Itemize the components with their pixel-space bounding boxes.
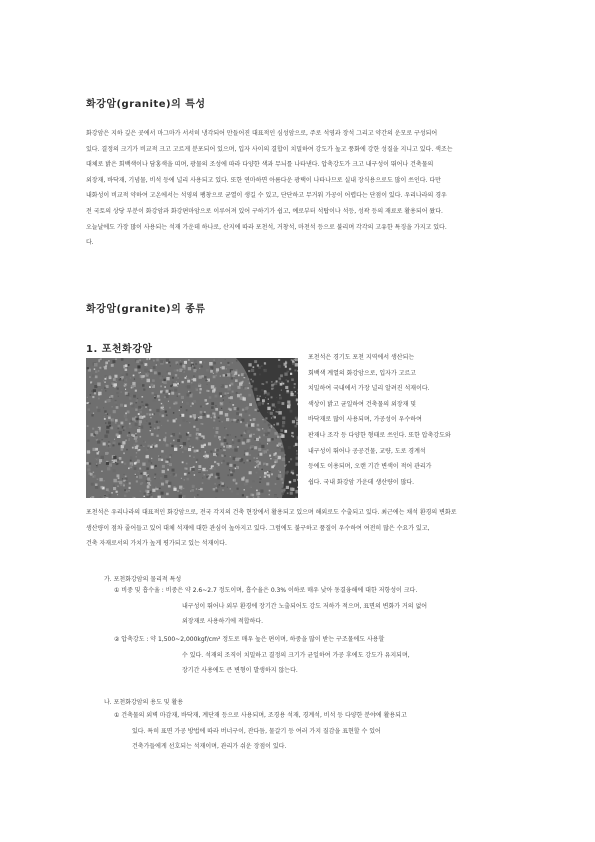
list-item-continuation: 내구성이 뛰어나 외부 환경에 장기간 노출되어도 강도 저하가 적으며, 표면의 변화가 거의 없어 [182,602,428,610]
properties-a-list [114,583,510,630]
list-item: ② 압축강도 : 약 1,500~2,000kgf/cm² 정도로 매우 높은 편이며, 하중을 많이 받는 구조물에도 사용할 [114,636,385,643]
section-heading-properties: 화강암(granite)의 특성 [86,99,206,110]
paragraph-line: 색상이 밝고 균일하여 건축물의 외장재 및 [308,400,417,408]
paragraph-line: 생산량이 점차 줄어들고 있어 대체 석재에 대한 관심이 높아지고 있다. 그럼에도 불구하고 품질이 우수하여 여전히 많은 수요가 있고, [86,524,430,532]
paragraph-line: 외장재, 바닥재, 기념물, 비석 등에 널리 사용되고 있다. 또한 연마하면 아름다운 광택이 나타나므로 실내 장식용으로도 많이 쓰인다. 다만 [86,176,441,184]
properties-a-title: 가. 포천화강암의 물리적 특성 [104,576,182,583]
section-heading-types: 화강암(granite)의 종류 [86,304,206,315]
properties-c-title: 나. 포천화강암의 용도 및 활용 [104,699,184,706]
paragraph-line: 다. [86,239,94,247]
paragraph-line: 대체로 밝은 회백색이나 담홍색을 띠며, 광물의 조성에 따라 다양한 색과 무늬를 나타낸다. 압축강도가 크고 내구성이 뛰어나 건축물의 [86,161,434,169]
list-item-continuation: 외장재로 사용하기에 적합하다. [182,618,264,626]
list-item: ① 비중 및 흡수율 : 비중은 약 2.6~2.7 정도이며, 흡수율은 0.3% 이하로 매우 낮아 동결융해에 대한 저항성이 크다. [114,587,418,594]
list-item-continuation: 장기간 사용에도 큰 변형이 발생하지 않는다. [182,667,298,675]
paragraph-line: 판재나 조각 등 다양한 형태로 쓰인다. 또한 압축강도와 [308,431,451,439]
paragraph-line: 회백색 계열의 화강암으로, 입자가 고르고 [308,369,417,377]
paragraph-line: 건축 자재로서의 가치가 높게 평가되고 있는 석재이다. [86,540,227,548]
subsection-heading-pocheon: 1. 포천화강암 [86,344,153,355]
paragraph-line: 포천석은 경기도 포천 지역에서 생산되는 [308,354,415,361]
pocheon-side-paragraph [308,350,510,490]
paragraph-line: 내구성이 뛰어나 공공건물, 교량, 도로 경계석 [308,447,426,455]
paragraph-line: 내화성이 비교적 약하여 고온에서는 석영의 팽창으로 균열이 생길 수 있고, 단단하고 무거워 가공이 어렵다는 단점이 있다. 우리나라의 경우 [86,192,447,200]
paragraph-line: 있다. 결정의 크기가 비교적 크고 고르게 분포되어 있으며, 입자 사이의 결합이 치밀하여 강도가 높고 풍화에 강한 성질을 지니고 있다. 색조는 [86,145,453,153]
list-item-continuation: 수 있다. 석재의 조직이 치밀하고 결정의 크기가 균일하여 가공 후에도 강도가 유지되며, [182,651,410,659]
paragraph-line: 쉽다. 국내 화강암 가운데 생산량이 많다. [308,478,415,486]
pocheon-full-paragraph [86,505,510,552]
list-item-continuation: 건축가들에게 선호되는 석재이며, 관리가 쉬운 장점이 있다. [132,743,287,751]
list-item-continuation: 있다. 특히 표면 가공 방법에 따라 버너구이, 잔다듬, 물갈기 등 여러 가지 질감을 표현할 수 있어 [132,727,381,735]
list-item: ① 건축물의 외벽 마감재, 바닥재, 계단재 등으로 사용되며, 조경용 석재, 경계석, 비석 등 다양한 분야에 활용되고 [114,712,407,719]
properties-paragraph [86,126,510,251]
paragraph-line: 바닥재로 많이 사용되며, 가공성이 우수하여 [308,416,422,424]
paragraph-line: 포천석은 우리나라의 대표적인 화강암으로, 전국 각지의 건축 현장에서 활용되고 있으며 해외로도 수출되고 있다. 최근에는 채석 환경의 변화로 [86,509,457,516]
paragraph-line: 치밀하여 국내에서 가장 널리 알려진 석재이다. [308,385,430,393]
granite-photo [86,358,298,498]
properties-c-list [114,708,510,755]
paragraph-line: 화강암은 지하 깊은 곳에서 마그마가 서서히 냉각되어 만들어진 대표적인 심성암으로, 주로 석영과 장석 그리고 약간의 운모로 구성되어 [86,130,438,137]
paragraph-line: 등에도 이용되며, 오랜 기간 변색이 적어 관리가 [308,463,432,471]
properties-b-list [114,632,510,679]
paragraph-line: 오늘날에도 가장 많이 사용되는 석재 가운데 하나로, 산지에 따라 포천석, 거창석, 마천석 등으로 불리며 각각의 고유한 특징을 가지고 있다. [86,223,447,231]
paragraph-line: 전 국토의 상당 부분이 화강암과 화강편마암으로 이루어져 있어 구하기가 쉽고, 예로부터 석탑이나 석등, 성곽 등의 재료로 활용되어 왔다. [86,207,443,215]
